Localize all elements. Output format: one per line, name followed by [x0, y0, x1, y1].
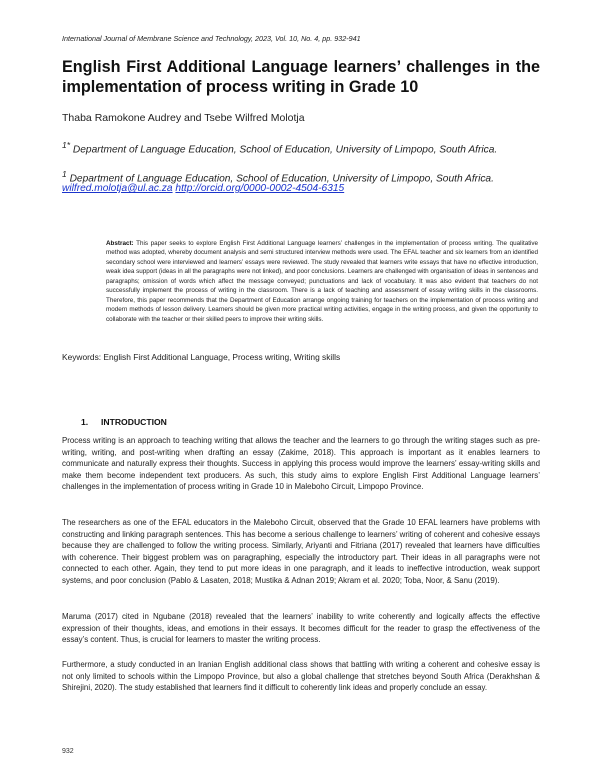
section-heading [81, 417, 167, 427]
affiliation-text: Department of Language Education, School of Education, University of Limpopo, South Africa. [69, 173, 494, 185]
journal-header: International Journal of Membrane Science and Technology, 2023, Vol. 10, No. 4, pp. 932-941 [62, 34, 361, 43]
keywords: Keywords: English First Additional Language, Process writing, Writing skills [62, 352, 341, 362]
affiliation-marker: 1 [62, 169, 67, 179]
body-paragraph-4: Furthermore, a study conducted in an Iranian English additional class shows that battling with writing a coherent and cohesive essay is not only limited to schools within the Limpopo Province, but also a global challenge that stretches beyond South Africa (Derakhshan & Shirejini, 2020). The study established that learners find it difficult to coherently link ideas and properly conclude an essay. [62, 660, 540, 693]
email-link[interactable]: wilfred.molotja@ul.ac.za [62, 183, 173, 194]
section-number: 1. [81, 417, 89, 427]
page-number: 932 [62, 748, 74, 755]
affiliation-marker: 1* [62, 140, 71, 150]
author-list: Thaba Ramokone Audrey and Tsebe Wilfred Molotja [62, 112, 305, 124]
paper-title: English First Additional Language learners’ challenges in the implementation of process writing in Grade 10 [62, 58, 540, 96]
body-paragraph-2: The researchers as one of the EFAL educators in the Maleboho Circuit, observed that the Grade 10 EFAL learners have problems with constructing and linking paragraph sentences. This has become a serious challenge to learners’ writing of coherent and cohesive essays because they are challenged to follow the writing process. Similarly, Ariyanti and Fitriana (2017) revealed that learners have difficulties with coherence. Their biggest problem was on paragraphing, especially the introductory part. Their ideas in all paragraphs were not connected to each other. Again, they tend to put more ideas in one paragraph, and it leads to ineffective introduction, weak support systems, and poor conclusion (Pablo & Lasaten, 2018; Mustika & Adnan 2019; Akram et al. 2020; Toba, Noor, & Sanu (2019). [62, 518, 540, 585]
abstract-text: This paper seeks to explore English First Additional Language learners’ challenges in the implementation of process writing. The qualitative method was adopted, whereby document analysis and semi structured interview methods were used. The EFAL teacher and six learners from an identified secondary school were interviewed and learners’ essays were reviewed. The study revealed that learners write essays that have no effective introduction, weak idea support (ideas in all the paragraphs were not linked), and poor conclusions. Learners are challenged with organisation of ideas in sentences and paragraphs; omission of words which affect the message conveyed; punctuations and lack of vocabulary. It was also evident that teachers do not successfully implement the process of writing in the classroom. There is a lack of teaching and assessment of essay writing skills in the classrooms. Therefore, this paper recommends that the Department of Education arrange ongoing training for teachers on the implementation of process writing and modern methods of lesson delivery. Learners should be given more practical writing activities, engage in the writing process, and given the opportunity to collaborate with the teacher or their skilled peers to improve their writing skills. [106, 240, 539, 323]
abstract-label: Abstract: [106, 240, 134, 247]
body-paragraph-3: Maruma (2017) cited in Ngubane (2018) revealed that the learners’ inability to write coherently and logically affects the effective expression of their thoughts, ideas, and emotions in their essays. It becomes difficult for the reader to grasp the effectiveness of the essay’s content. Thus, is crucial for learners to master the writing process. [62, 612, 540, 645]
body-paragraph-1: Process writing is an approach to teaching writing that allows the teacher and the learners to go through the writing stages such as pre-writing, writing, and post-writing when drafting an essay (Zakime, 2018). This approach is important as it enables learners to communicate and naturally express their thoughts. Success in applying this process would improve the learners’ essay-writing skills and make them become independent text producers. As such, this study aims to explore English First Additional Language learners’ challenges in the implementation of process writing in Grade 10 in Maleboho Circuit, Limpopo Province. [62, 436, 540, 492]
abstract [106, 239, 538, 324]
affiliation-text: Department of Language Education, School of Education, University of Limpopo, South Africa. [72, 144, 498, 156]
section-title: INTRODUCTION [101, 417, 167, 427]
contact-links [62, 182, 344, 195]
orcid-link[interactable]: http://orcid.org/0000-0002-4504-6315 [175, 183, 345, 194]
affiliation-1 [62, 139, 562, 156]
